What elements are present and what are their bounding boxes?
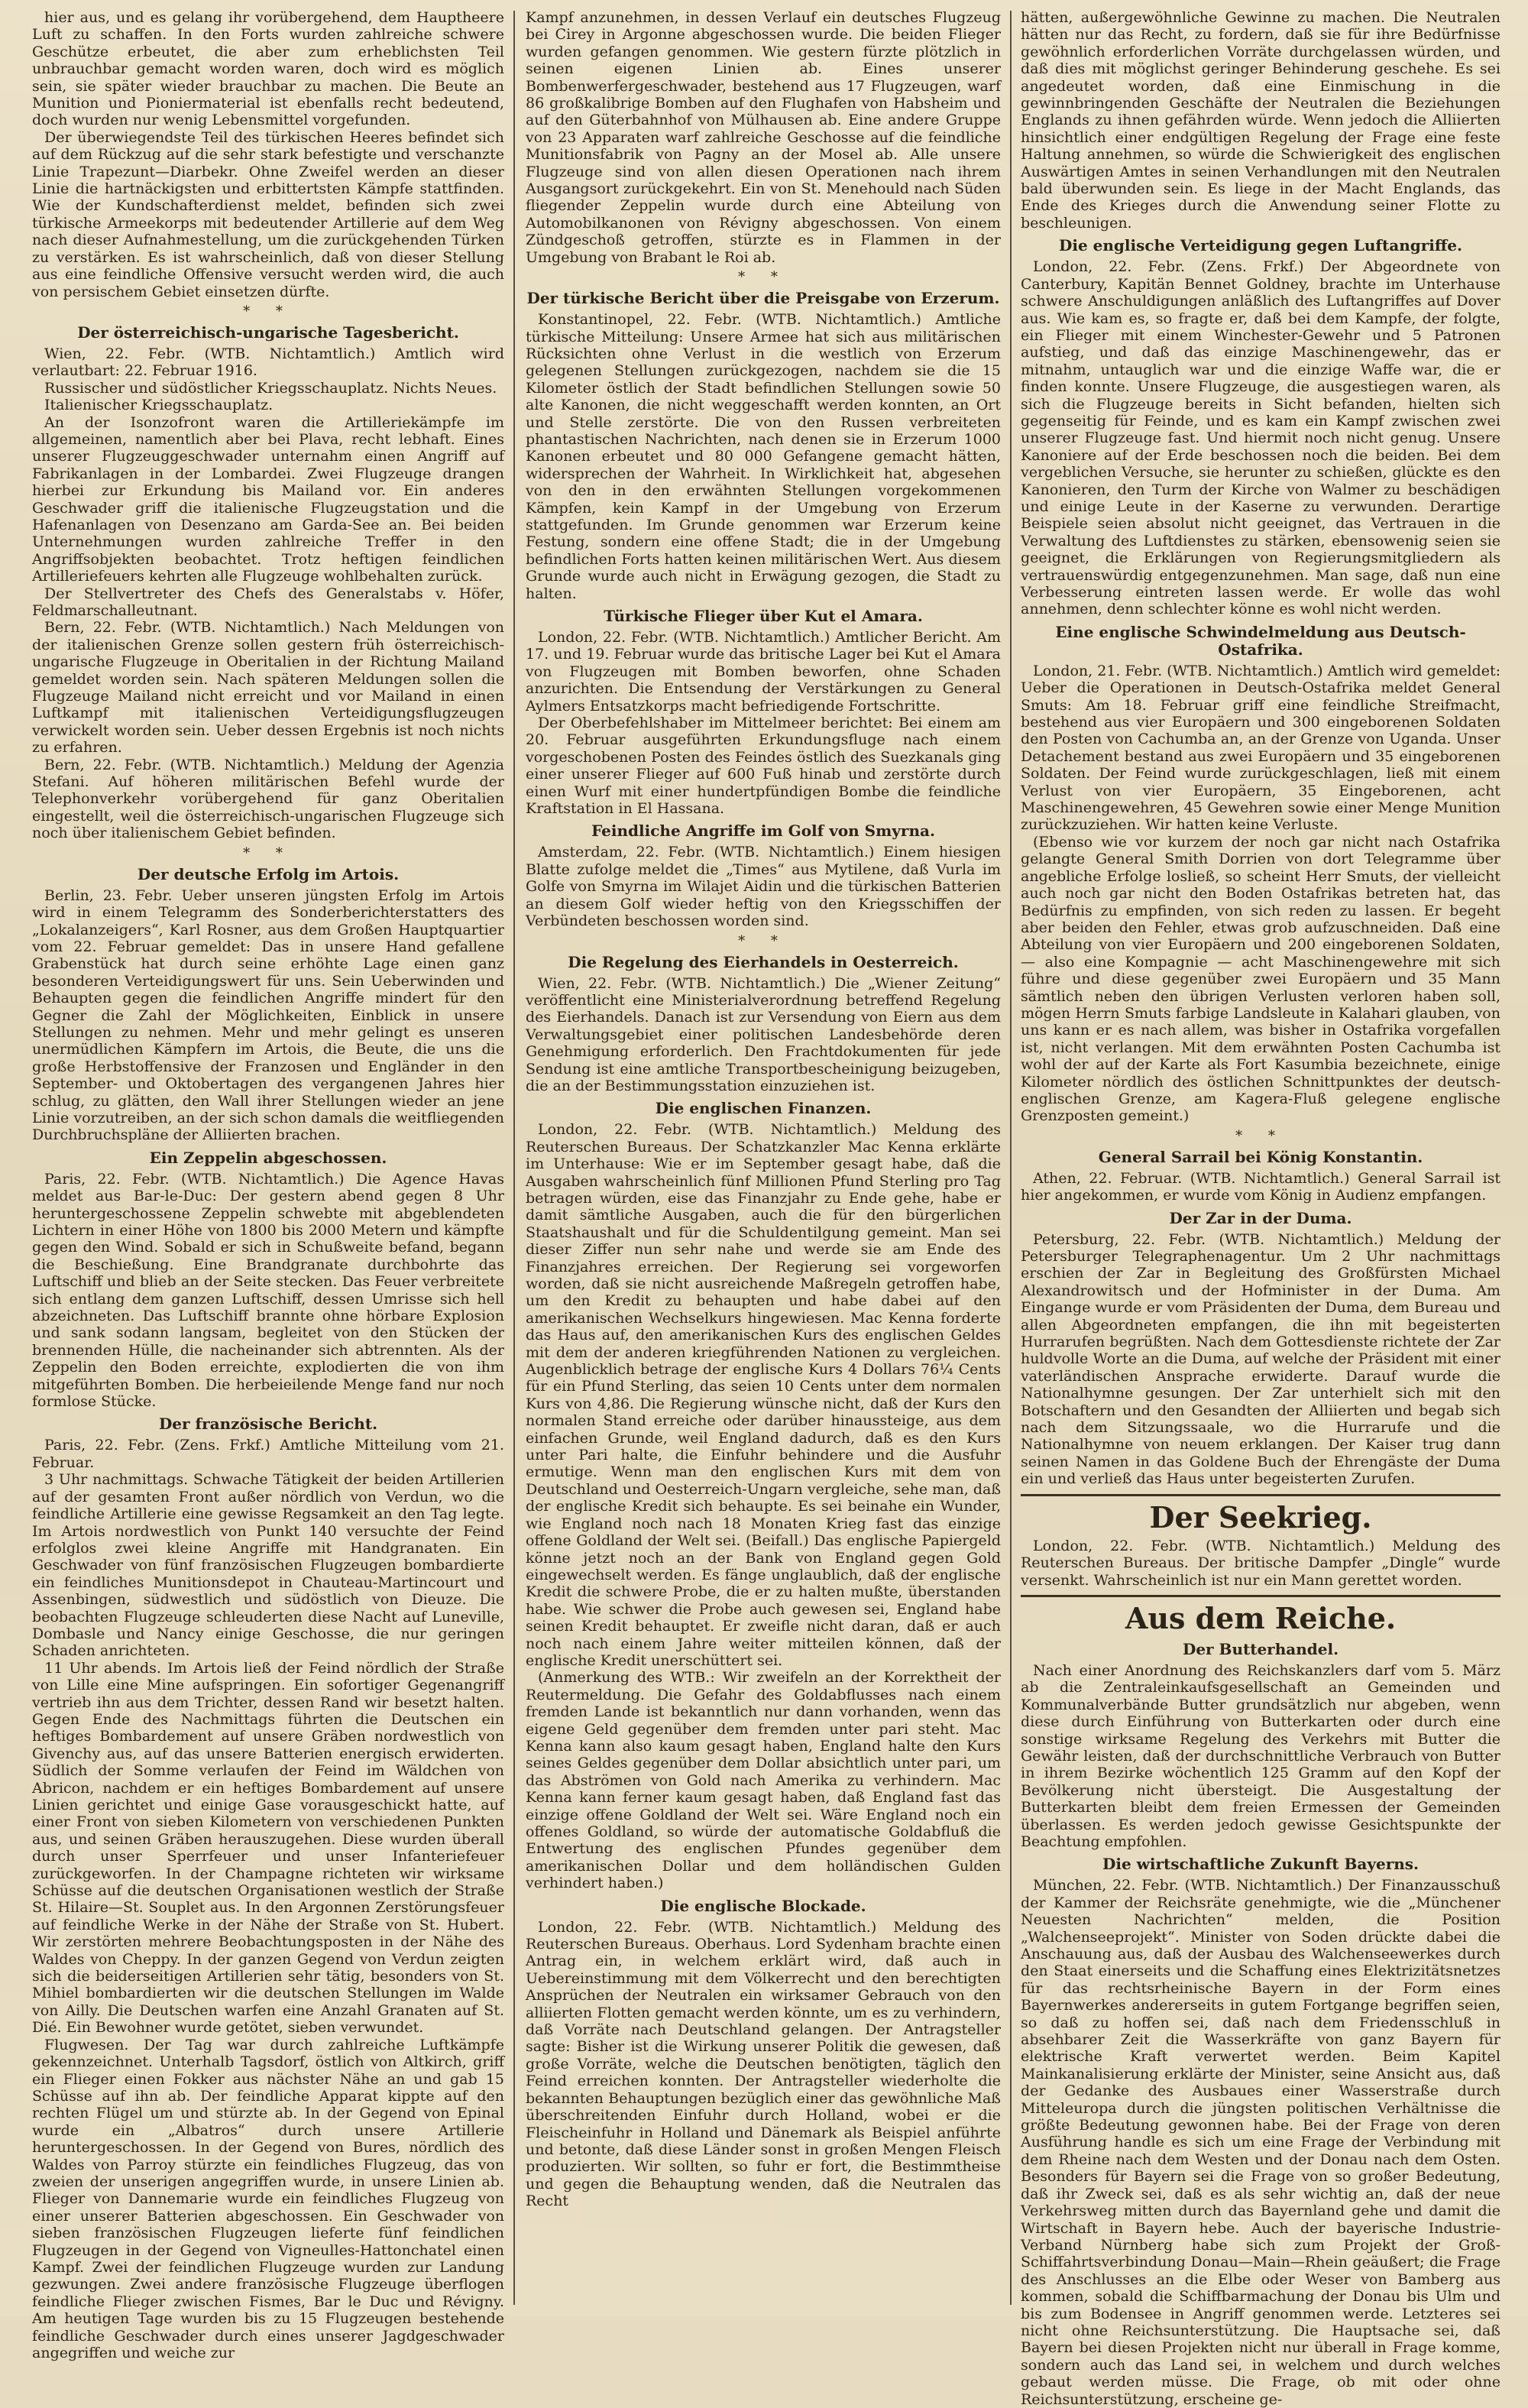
article-paragraph: Der Stellvertreter des Chefs des Generalstabs v. Höfer, Feldmarschalleutnant. [32, 585, 504, 619]
article-paragraph: London, 22. Febr. (WTB. Nichtamtlich.) Meldung des Reuterschen Bureaus. Der britische Dampfer „Dingle“ wurde versenkt. Wahrscheinlich ist nur ein Mann gerettet worden. [1021, 1537, 1500, 1589]
article-heading: Der Butterhandel. [1182, 1639, 1339, 1658]
article-paragraph: Athen, 22. Februar. (WTB. Nichtamtlich.) General Sarrail ist hier angekommen, er wurde vom König in Audienz empfangen. [1021, 1169, 1500, 1204]
column-rule [1010, 11, 1012, 2305]
article-paragraph: Nach einer Anordnung des Reichskanzlers darf vom 5. März ab die Zentraleinkaufsgesellschaft an Gemeinden und Kommunalverbände Butter grundsätzlich nur abgeben, wenn diese durch Einführung von Butterkarten oder durch eine sonstige wirksame Regelung des Verkehrs mit Butter die Gewähr leisten, daß der durchschnittliche Verbrauch von Butter in ihrem Bezirke wöchentlich 125 Gramm auf den Kopf der Bevölkerung nicht übersteigt. Die Ausgestaltung der Butterkarten bleibt dem freien Ermessen der Gemeinden überlassen. Es werden jedoch gewisse Gesichtspunkte der Beachtung empfohlen. [1021, 1661, 1500, 1850]
article-paragraph: London, 22. Febr. (WTB. Nichtamtlich.) Meldung des Reuterschen Bureaus. Der Schatzkanzler Mac Kenna erklärte im Unterhause: Wie er im September gesagt habe, daß die Ausgaben wahrscheinlich fünf Millionen Pfund Sterling pro Tag betragen würden, eise das Finanzjahr zu Ende gehe, habe er damit sämtliche Ausgaben, auch die für den bürgerlichen Staatshaushalt und für die Schuldentilgung gemeint. Man sei dieser Ziffer nun sehr nahe und werde sie am Ende des Finanzjahres erreichen. Der Regierung sei vorgeworfen worden, daß sie nicht ausreichende Maßregeln getroffen habe, um den Kredit zu behaupten und habe dabei auf den amerikanischen Wechselkurs hingewiesen. Mac Kenna forderte das Haus auf, den amerikanischen Kurs des englischen Geldes mit dem der anderen kriegführenden Nationen zu vergleichen. Augenblicklich betrage der englische Kurs 4 Dollars 76¼ Cents für ein Pfund Sterling, das seien 10 Cents unter dem normalen Kurs von 4,86. Die Regierung wünsche nicht, daß der Kurs den normalen Stand erreiche oder darüber hinaussteige, aus dem einfachen Grunde, weil England dadurch, daß es den Kurs unter Pari halte, die Einfuhr behindere und die Ausfuhr ermutige. Wenn man den englischen Kurs mit dem von Deutschland und Oesterreich-Ungarn vergleiche, sehe man, daß der englische Kredit sich behaupte. Es sei beinahe ein Wunder, wie England noch nach 18 Monaten Krieg fast das einzige offene Goldland der Welt sei. (Beifall.) Das englische Papiergeld könne jetzt noch an der Bank von England gegen Gold eingewechselt werden. Es fänge unglaublich, daß der englische Kredit die schwere Probe, die er zu halten mußte, überstanden habe. Wie schwer die Probe auch gewesen sei, England habe seinen Kredit behauptet. Er zweifle nicht daran, daß er auch noch nach einem Jahre weiter mitteilen können, daß der englische Kredit unerschüttert sei. [526, 1121, 1002, 1669]
article-paragraph: Bern, 22. Febr. (WTB. Nichtamtlich.) Nach Meldungen von der italienischen Grenze sollen gestern früh österreichisch-ungarische Flugzeuge in Oberitalien in der Richtung Mailand gemeldet worden sein. Nach späteren Meldungen sollen die Flugzeuge Mailand nicht erreicht und vor Mailand in einen Luftkampf mit italienischen Verteidigungsflugzeugen verwickelt worden sein. Ueber dessen Ergebnis ist noch nichts zu erfahren. [32, 619, 504, 757]
article-heading: Türkische Flieger über Kut el Amara. [604, 607, 923, 625]
article-heading: Feindliche Angriffe im Golf von Smyrna. [591, 822, 935, 841]
separator-stars: * * [243, 303, 293, 319]
article-paragraph: Paris, 22. Febr. (Zens. Frkf.) Amtliche Mitteilung vom 21. Februar. [32, 1437, 504, 1471]
article-paragraph: 3 Uhr nachmittags. Schwache Tätigkeit der beiden Artillerien auf der gesamten Front außer nördlich von Verdun, wo die feindliche Artillerie eine gewisse Regsamkeit an den Tag legte. Im Artois nordwestlich von Punkt 140 versuchte der Feind erfolglos zwei kleine Angriffe mit Handgranaten. Ein Geschwader von fünf französischen Flugzeugen bombardierte ein feindliches Munitionsdepot in Chauteau-Martincourt und Assenbingen, südwestlich und südöstlich von Dieuze. Die beobachten Flugzeuge schleuderten diese Nacht auf Luneville, Dombasle und Nancy einige Geschosse, die nur geringen Schaden anrichteten. [32, 1471, 504, 1660]
article-heading: Die Regelung des Eierhandels in Oesterreich. [568, 952, 959, 971]
separator-stars: * * [738, 269, 788, 286]
article-heading: Eine englische Schwindelmeldung aus Deutsch-Ostafrika. [1055, 622, 1466, 659]
section-rule [1021, 1494, 1500, 1496]
article-heading: Die englische Verteidigung gegen Luftangriffe. [1059, 236, 1462, 255]
section-heading: Aus dem Reiche. [1125, 1600, 1397, 1635]
column-1 [32, 9, 504, 2361]
article-paragraph: Amsterdam, 22. Febr. (WTB. Nichtamtlich.) Einem hiesigen Blatte zufolge meldet die „Times“ aus Mytilene, daß Vurla im Golfe von Smyrna im Wilajet Aidin und die türkischen Batterien an diesem Golf wieder heftig von den Kriegsschiffen der Verbündeten beschossen worden sind. [526, 844, 1001, 930]
article-heading: General Sarrail bei König Konstantin. [1098, 1147, 1423, 1166]
article-paragraph: London, 21. Febr. (WTB. Nichtamtlich.) Amtlich wird gemeldet: Ueber die Operationen in Deutsch-Ostafrika meldet General Smuts: Am 18. Februar griff eine feindliche Streifmacht, bestehend aus vier Europäern und 300 eingeborenen Soldaten den Posten von Cachumba an, an der Grenze von Uganda. Unser Detachement bestand aus zwei Europäern und 35 eingeborenen Soldaten. Der Feind wurde zurückgeschlagen, ließ mit einem Verlust von vier Europäern, 35 Eingeborenen, acht Maschinengewehren, 45 Gewehren sowie einer Menge Munition zurückzuziehen. Wir hatten keine Verluste. [1021, 662, 1500, 834]
article-paragraph: Wien, 22. Febr. (WTB. Nichtamtlich.) Die „Wiener Zeitung“ veröffentlicht eine Ministerialverordnung betreffend Regelung des Eierhandels. Danach ist zur Versendung von Eiern aus dem Verwaltungsgebiet einer politischen Landesbehörde deren Genehmigung erforderlich. Den Frachtdokumenten für jede Sendung ist eine amtliche Transportbescheinigung beizugeben, die an der Bestimmungsstation einzuziehen ist. [526, 974, 1001, 1094]
column-2 [526, 9, 1001, 2308]
article-paragraph: Wien, 22. Febr. (WTB. Nichtamtlich.) Amtlich wird verlautbart: 22. Februar 1916. [32, 345, 504, 380]
article-paragraph: (Ebenso wie vor kurzem der noch gar nicht nach Ostafrika gelangte General Smith Dorrien von dort Telegramme über angebliche Erfolge losließ, so scheint Herr Smuts, der vielleicht auch noch gar nicht den Boden Ostafrikas betreten hat, das Bedürfnis zu empfinden, von sich reden zu lassen. Er begeht aber beiden den Fehler, etwas grob aufzuschneiden. Daß eine Abteilung von vier Europäern und 200 eingeborenen Soldaten, — also eine Kompagnie — acht Maschinengewehre mit sich führe und diese gegenüber zwei Europäern und 35 Mann sämtlich neben den übrigen Verlusten verloren haben soll, mögen Herrn Smuts farbige Landsleute in Kalahari glauben, von uns kann er es nach allem, was bisher in Ostafrika vorgefallen ist, nicht verlangen. Mit dem erwähnten Posten Cachumba ist wohl der auf der Karte als Fort Kasumbia bezeichnete, einige Kilometer nördlich des östlichen Schnittpunktes der deutsch-englischen Grenze, am Kagera-Fluß gelegene englische Grenzposten gemeint.) [1021, 833, 1500, 1125]
article-paragraph: Berlin, 23. Febr. Ueber unseren jüngsten Erfolg im Artois wird in einem Telegramm des Sonderberichterstatters des „Lokalanzeigers“, Karl Rosner, aus dem Großen Hauptquartier vom 22. Februar gemeldet: Das in unsere Hand gefallene Grabenstück hat durch seine erhöhte Lage einen ganz besonderen Verteidigungswert für uns. Sein Ueberwinden und Behaupten gegen die feindlichen Angriffe mindert für den Gegner die Zahl der Möglichkeiten, Einblick in unsere Stellungen zu nehmen. Mehr und mehr gelingt es unseren unermüdlichen Kämpfern im Artois, die Beute, die uns die große Herbstoffensive der Franzosen und Engländer in den September- und Oktobertagen des vergangenen Jahres hier schlug, zu glätten, den Wall ihrer Stellungen wieder an jene Linie vorzutreiben, an der sich schon damals die weitfliegenden Durchbruchspläne der Alliierten brachen. [32, 886, 504, 1144]
article-heading: Der Zar in der Duma. [1169, 1208, 1352, 1227]
section-heading: Der Seekrieg. [1149, 1499, 1372, 1535]
article-paragraph: Kampf anzunehmen, in dessen Verlauf ein deutsches Flugzeug bei Cirey in Argonne abgeschossen wurde. Die beiden Flieger wurden gefangen genommen. Wie gestern fürzte plötzlich in seinen eigenen Linien ab. Eines unserer Bombenwerfergeschwader, bestehend aus 17 Flugzeugen, warf 86 großkalibrige Bomben auf den Flughafen von Habsheim und auf den Güterbahnhof von Mülhausen ab. Eine andere Gruppe von 23 Apparaten warf zahlreiche Geschosse auf die feindliche Munitionsfabrik von Pagny an der Mosel ab. Alle unsere Flugzeuge sind von allen diesen Operationen nach ihrem Ausgangsort zurückgekehrt. Ein von St. Menehould nach Süden fliegender Zeppelin wurde durch eine Abteilung von Automobilkanonen von Révigny abgeschossen. Von einem Zündgeschoß getroffen, stürzte es in Flammen in der Umgebung von Brabant le Roi ab. [526, 9, 1001, 266]
column-rule [513, 11, 515, 2305]
separator-stars: * * [243, 844, 293, 861]
article-paragraph: Der überwiegendste Teil des türkischen Heeres befindet sich auf dem Rückzug auf die sehr stark befestigte und verschanzte Linie Trapezunt—Diarbekr. Ohne Zweifel werden an dieser Linie die hartnäckigsten und erbittertsten Kämpfe stattfinden. Wie der Kundschafterdienst meldet, befinden sich zwei türkische Armeekorps mit bedeutender Artillerie auf dem Weg nach dieser Aufnahmestellung, um die zurückgehenden Türken zu verstärken. Es ist wahrscheinlich, daß von dieser Stellung aus eine feindliche Offensive versucht werden wird, die auch von persischem Gebiet einsetzen dürfte. [32, 128, 504, 300]
article-paragraph: hier aus, und es gelang ihr vorübergehend, dem Hauptheere Luft zu schaffen. In den Forts wurden zahlreiche schwere Geschütze erbeutet, die aber zum erheblichsten Teil unbrauchbar gemacht worden waren, doch wird es möglich sein, sie später wieder brauchbar zu machen. Die Beute an Munition und Pioniermaterial ist ebenfalls recht bedeutend, doch wurden nur wenig Lebensmittel vorgefunden. [32, 9, 504, 129]
article-heading: Die wirtschaftliche Zukunft Bayerns. [1102, 1855, 1419, 1874]
article-paragraph: London, 22. Febr. (WTB. Nichtamtlich.) Amtlicher Bericht. Am 17. und 19. Februar wurde das britische Lager bei Kut el Amara von Flugzeugen mit Bomben beworfen, ohne Schaden anzurichten. Die Entsendung der Verstärkungen zu General Aylmers Entsatzkorps macht befriedigende Fortschritte. [526, 629, 1001, 715]
article-paragraph: London, 22. Febr. (WTB. Nichtamtlich.) Meldung des Reuterschen Bureaus. Oberhaus. Lord Sydenham brachte einen Antrag ein, in welchem erklärt wird, daß auch in Uebereinstimmung mit dem Völkerrecht und den berechtigten Ansprüchen der Neutralen ein wirksamer Gebrauch von den alliierten Flotten gemacht werden könnte, um es zu verhindern, daß Vorräte nach Deutschland gelangen. Der Antragsteller sagte: Bisher ist die Wirkung unserer Politik die gewesen, daß große Vorräte, welche die Deutschen benötigten, täglich den Feind erreichen konnten. Der Antragsteller wiederholte die bekannten Behauptungen bezüglich einer das gewöhnliche Maß überschreitenden Einfuhr durch Holland, wobei er die Fleischeinfuhr in Holland und Dänemark als Beispiel anführte und betonte, daß diese Länder sonst in großen Mengen Fleisch produzierten. Wir sollten, so fuhr er fort, die Bestimmtheise und gegen die Behauptung wenden, daß die Neutralen das Recht [526, 1918, 1001, 2210]
article-heading: Der deutsche Erfolg im Artois. [137, 864, 400, 883]
article-heading: Die englische Blockade. [660, 1896, 866, 1915]
article-paragraph: Bern, 22. Febr. (WTB. Nichtamtlich.) Meldung der Agenzia Stefani. Auf höheren militärischen Befehl wurde der Telephonverkehr vorübergehend für ganz Oberitalien eingestellt, weil die österreichisch-ungarischen Flugzeuge sich noch über italienischem Gebiet befinden. [32, 756, 504, 842]
article-paragraph: Flugwesen. Der Tag war durch zahlreiche Luftkämpfe gekennzeichnet. Unterhalb Tagsdorf, östlich von Altkirch, griff ein Flieger einen Fokker aus nächster Nähe an und gab 15 Schüsse auf ihn ab. Der feindliche Apparat kippte auf den rechten Flügel um und stürzte ab. In der Gegend von Epinal wurde ein „Albatros“ durch unsere Artillerie heruntergeschossen. In der Gegend von Bures, nördlich des Waldes von Parroy stürzte ein feindliches Flugzeug, das von zweien der unserigen angegriffen wurde, in unsere Linien ab. Flieger von Dannemarie wurde ein feindliches Flugzeug von einer unserer Batterien abgeschossen. Ein Geschwader von sieben französischen Flugzeugen lieferte fünf feindlichen Flugzeugen in der Gegend von Vigneulles-Hattonchatel einen Kampf. Zwei der feindlichen Flugzeuge wurden zur Landung gezwungen. Zwei andere französische Flugzeuge überflogen feindliche Flieger zwischen Fismes, Bar le Duc und Révigny. Am heutigen Tage wurden bis zu 15 Flugzeugen bestehende feindliche Geschwader durch eines unserer Jagdgeschwader angegriffen und weiche zur [32, 2036, 504, 2361]
article-heading: Der französische Bericht. [158, 1415, 378, 1434]
article-paragraph: Der Oberbefehlshaber im Mittelmeer berichtet: Bei einem am 20. Februar ausgeführten Erkundungsfluge nach einem vorgeschobenen Posten des Feindes östlich des Suezkanals ging einer unserer Flieger auf 600 Fuß hinab und zerstörte durch einen Wurf mit einer hundertpfündigen Bombe die feindliche Kraftstation in El Hassana. [526, 715, 1001, 818]
separator-stars: * * [1235, 1127, 1286, 1144]
article-paragraph: hätten, außergewöhnliche Gewinne zu machen. Die Neutralen hätten nur das Recht, zu fordern, daß sie für ihre Bedürfnisse gewöhnlich erforderlichen Vorräte durchgelassen würden, und daß dies mit möglichst geringer Behinderung geschehe. Es sei angedeutet worden, daß eine Einmischung in die gewinnbringenden Geschäfte der Neutralen die Beziehungen Englands zu ihnen gefährden würde. Wenn jedoch die Alliierten hinsichtlich einer endgültigen Regelung der Frage eine feste Haltung annehmen, so würde die Schwierigkeit des englischen Auswärtigen Amtes in seinen Verhandlungen mit den Neutralen bald überwunden sein. Es liege in der Macht Englands, das Ende des Krieges durch die Anwendung seiner Flotte zu beschleunigen. [1021, 9, 1500, 232]
article-paragraph: An der Isonzofront waren die Artilleriekämpfe im allgemeinen, namentlich aber bei Plava, recht lebhaft. Eines unserer Flugzeuggeschwader unternahm einen Angriff auf Fabrikanlagen in der Lombardei. Zwei Flugzeuge drangen hierbei zur Erkundung bis Mailand vor. Ein anderes Geschwader griff die italienische Flugzeugstation und die Hafenanlagen von Desenzano am Garda-See an. Bei beiden Unternehmungen wurden zahlreiche Treffer in den Angriffsobjekten beobachtet. Trotz heftigen feindlichen Artilleriefeuers kehrten alle Flugzeuge wohlbehalten zurück. [32, 413, 504, 585]
article-paragraph: London, 22. Febr. (Zens. Frkf.) Der Abgeordnete von Canterbury, Kapitän Bennet Goldney, brachte im Unterhause schwere Anschuldigungen anläßlich des Luftangriffes auf Dover aus. Wie kam es, so fragte er, daß bei dem Kampfe, der folgte, ein Flieger mit einem Winchester-Gewehr und 5 Patronen aufstieg, und daß das einzige Maschinengewehr, das er mitnahm, untauglich war und die einzige Waffe war, die er finden konnte. Unsere Flugzeuge, die ausgestiegen waren, als sich die Flugzeuge bereits in Sicht befanden, hielten sich gegenseitig für Feinde, und es kam ein Kampf zwischen zwei unserer Flugzeuge fast. Und hiermit noch nicht genug. Unsere Kanoniere auf der Erde beschossen noch die beiden. Bei dem vergeblichen Versuche, sie herunter zu schießen, glückte es den Kanonieren, den Turm der Kirche von Walmer zu beschädigen und einige Leute in der Kaserne zu verwunden. Derartige Beispiele seien absolut nicht geeignet, das Vertrauen in die Verwaltung des Luftdienstes zu stärken, ebensowenig seien sie geeignet, die Erklärungen von Regierungsmitgliedern als vertrauenswürdig entgegenzunehmen. Man sage, daß nun eine Verbesserung eintreten lassen werde. Er wolle das wohl annehmen, denn schlechter könne es wohl nicht werden. [1021, 258, 1500, 618]
article-paragraph: München, 22. Febr. (WTB. Nichtamtlich.) Der Finanzausschuß der Kammer der Reichsräte genehmigte, wie die „Münchener Neuesten Nachrichten“ melden, die Position „Walchenseeprojekt“. Minister von Soden drückte dabei die Anschauung aus, daß der Ausbau des Walchenseewerkes durch den Staat einerseits und die Schaffung eines Elektrizitätsnetzes für das rechtsrheinische Bayern in der Form eines Bayernwerkes andererseits in gutem Fortgange begriffen seien, so daß zu hoffen sei, daß nach dem Friedensschluß in absehbarer Zeit die Wasserkräfte von ganz Bayern für elektrische Kraft verwertet werden. Beim Kapitel Mainkanalisierung erklärte der Minister, seine Ansicht aus, daß der Gedanke des Ausbaues einer Wasserstraße durch Mitteleuropa durch die jüngsten politischen Verhältnisse die größte Bedeutung gewonnen habe. Bei der Frage von deren Ausführung handle es sich um eine Frage der Verbindung mit dem Rheine nach dem Westen und der Donau nach dem Osten. Besonders für Bayern sei die Frage von so großer Bedeutung, daß ihr Zweck sei, daß es als sehr wichtig an, daß der neue Verkehrsweg mitten durch das Bayernland gehe und damit die Wirtschaft in Bayern hebe. Auch der bayerische Industrie-Verband Nürnberg habe sich zum Projekt der Groß-Schiffahrtsverbindung Donau—Main—Rhein geäußert; die Frage des Anschlusses an die Elbe oder Weser von Bamberg aus kommen, sobald die Schiffbarmachung der Donau bis Ulm und bis zum Bodensee in Angriff genommen werde. Letzteres sei nicht ohne Reichsunterstützung. Die Hauptsache sei, daß Bayern bei diesen Projekten nicht nur überall in Frage komme, sondern auch das Land sei, in welchem und durch welches gebaut werden müsse. Die Frage, ob mit oder ohne Reichsunterstützung, erscheine ge- [1021, 1877, 1500, 2408]
article-heading: Der türkische Bericht über die Preisgabe von Erzerum. [526, 289, 1000, 308]
article-heading: Ein Zeppelin abgeschossen. [149, 1148, 387, 1167]
article-heading: Der österreichisch-ungarische Tagesbericht. [77, 322, 459, 342]
article-paragraph: (Anmerkung des WTB.: Wir zweifeln an der Korrektheit der Reutermeldung. Die Gefahr des Goldabflusses nach einem fremden Lande ist bekanntlich nur dann vorhanden, wenn das eigene Geld gegenüber dem fremden unter pari steht. Mac Kenna kann also kaum gesagt haben, England halte den Kurs seines Geldes gegenüber dem Dollar absichtlich unter pari, um das Abströmen von Gold nach Amerika zu verhindern. Mac Kenna kann ferner kaum gesagt haben, daß England fast das einzige offene Goldland der Welt sei. Wäre England noch ein offenes Goldland, so würde der automatische Goldabfluß die Entwertung des englischen Pfundes gegenüber dem amerikanischen Dollar und dem holländischen Gulden verhindert haben.) [526, 1669, 1001, 1892]
article-paragraph: Paris, 22. Febr. (WTB. Nichtamtlich.) Die Agence Havas meldet aus Bar-le-Duc: Der gestern abend gegen 8 Uhr heruntergeschossene Zeppelin schwebte mit abgeblendeten Lichtern in einer Höhe von 1800 bis 2000 Metern und kämpfte gegen den Wind. Sobald er sich in Schußweite befand, begann die Beschießung. Eine Brandgranate durchbohrte das Luftschiff und blieb an der Seite stecken. Das Feuer verbreitete sich entlang dem ganzen Luftschiff, dessen Umrisse sich hell abzeichneten. Das Luftschiff brannte ohne hörbare Explosion und sank sodann langsam, begleitet von den Stücken der brennenden Hülle, die nacheinander sich abtrennten. Als der Zeppelin den Boden erreichte, explodierten die von ihm mitgeführten Bomben. Die herbeieilende Menge fand nur noch formlose Stücke. [32, 1170, 504, 1411]
column-3 [1021, 9, 1500, 2408]
section-rule [1021, 1595, 1500, 1597]
article-paragraph: Petersburg, 22. Febr. (WTB. Nichtamtlich.) Meldung der Petersburger Telegraphenagentur. Um 2 Uhr nachmittags erschien der Zar in Begleitung des Großfürsten Michael Alexandrowitsch und der Hofminister in der Duma. Am Eingange wurde er vom Präsidenten der Duma, dem Bureau und allen Abgeordneten empfangen, die ihn mit begeisterten Hurrarufen begrüßten. Nach dem Gottesdienste richtete der Zar huldvolle Worte an die Duma, auf welche der Präsident mit einer vaterländischen Ansprache erwiderte. Darauf wurde die Nationalhymne gesungen. Der Zar unterhielt sich mit den Botschaftern und den Gesandten der Alliierten und begab sich nach dem Sitzungssaale, wo die Hurrarufe und die Nationalhymne von neuem erklangen. Der Kaiser trug dann seinen Namen in das Goldene Buch der Ehrengäste der Duma ein und verließ das Haus unter begeisterten Zurufen. [1021, 1230, 1500, 1488]
article-paragraph: 11 Uhr abends. Im Artois ließ der Feind nördlich der Straße von Lille eine Mine aufspringen. Ein sofortiger Gegenangriff vertrieb ihn aus dem Trichter, dessen Rand wir besetzt halten. Gegen Ende des Nachmittags führten die Deutschen ein heftiges Bombardement auf unsere Gräben nordwestlich von Givenchy aus, auf das unsere Batterien energisch erwiderten. Südlich der Somme verlaufen der Feind im Wäldchen von Abricon, nachdem er ein heftiges Bombardement auf unsere Linien gerichtet und einige Gase vorausgeschickt hatte, auf einer Front von sieben Kilometern von verschiedenen Punkten aus, und seinen Gräben herauszugehen. Diese wurden überall durch unser Sperrfeuer und unser Infanteriefeuer zurückgeworfen. In der Champagne richteten wir wirksame Schüsse auf die deutschen Organisationen westlich der Straße St. Hilaire—St. Souplet aus. In den Argonnen Zerstörungsfeuer auf feindliche Werke in der Nähe der Straße von St. Hubert. Wir zerstörten mehrere Beobachtungsposten in der Nähe des Waldes von Cheppy. In der ganzen Gegend von Verdun zeigten sich die beiderseitigen Artillerien sehr tätig, besonders von St. Mihiel bombardierten wir die deutschen Stellungen im Walde von Ailly. Die Deutschen warfen eine Anzahl Granaten auf St. Dié. Ein Bewohner wurde getötet, sieben verwundet. [32, 1659, 504, 2037]
article-paragraph: Konstantinopel, 22. Febr. (WTB. Nichtamtlich.) Amtliche türkische Mitteilung: Unsere Armee hat sich aus militärischen Rücksichten ohne Verlust in die westlich von Erzerum gelegenen Stellungen zurückgezogen, nachdem sie die 15 Kilometer östlich der Stadt befindlichen Stellungen sowie 50 alte Kanonen, die nicht weggeschafft werden konnten, an Ort und Stelle zerstörte. Die von den Russen verbreiteten phantastischen Nachrichten, nach denen sie in Erzerum 1000 Kanonen erbeutet und 80 000 Gefangene gemacht hätten, widersprechen der Wahrheit. In Wirklichkeit hat, abgesehen von den in den erwähnten Stellungen vorgekommenen Kämpfen, kein Kampf in der Umgebung von Erzerum stattgefunden. Im Grunde genommen war Erzerum keine Festung, sondern eine offene Stadt; die in der Umgebung befindlichen Forts hatten keinen militärischen Wert. Aus diesem Grunde wurde auch nicht in Erwägung gezogen, die Stadt zu halten. [526, 311, 1001, 602]
article-paragraph: Italienischer Kriegsschauplatz. [44, 397, 274, 414]
article-paragraph: Russischer und südöstlicher Kriegsschauplatz. Nichts Neues. [44, 379, 497, 397]
separator-stars: * * [738, 932, 788, 949]
article-heading: Die englischen Finanzen. [655, 1099, 872, 1118]
